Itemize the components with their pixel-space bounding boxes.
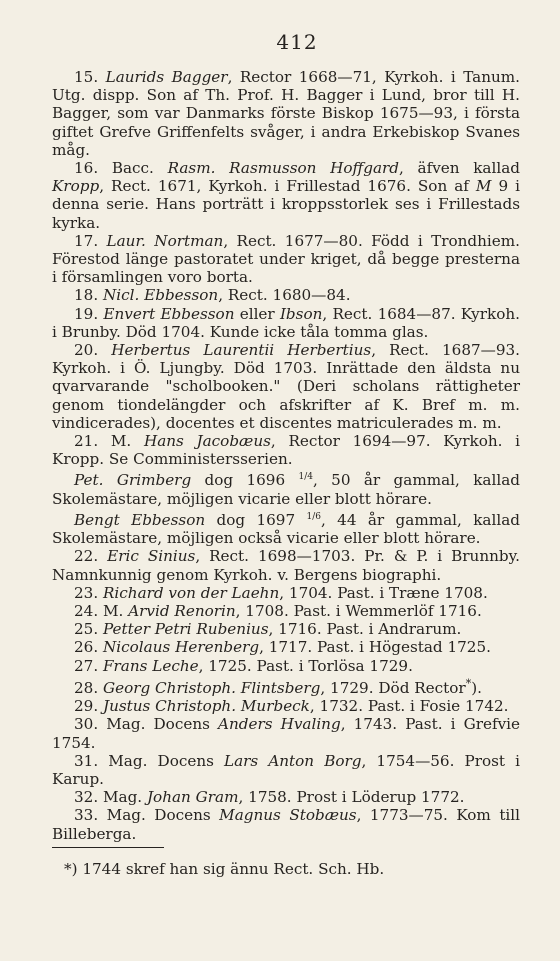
footnote-rule [52,847,164,848]
list-item: 25. Petter Petri Rubenius, 1716. Past. i Andrarum. [74,620,462,639]
list-item: 15. Laurids Bagger, Rector 1668—71, Kyrkoh. i Tanum. Utg. dispp. Son af Th. Prof. H. Bagger i Lund, bror till H. Bagger, som var Danmarks förste Biskop 1675—93, i första giftet Grefve Griffenfelts svåger, i andra Erkebiskop Svanes måg. [52,68,520,159]
page-number: 412 [276,30,318,54]
rector-list [52,68,520,843]
list-item: 17. Laur. Nortman, Rect. 1677—80. Född i Trondhiem. Förestod länge pastoratet under kriget, då begge presterna i församlingen voro borta. [52,231,520,287]
list-item: 18. Nicl. Ebbesson, Rect. 1680—84. [74,286,351,305]
list-item: 26. Nicolaus Herenberg, 1717. Past. i Högestad 1725. [74,638,491,657]
list-item: 30. Mag. Docens Anders Hvaling, 1743. Past. i Grefvie 1754. [52,715,520,752]
list-item: 16. Bacc. Rasm. Rasmusson Hoffgard, äfven kallad Kropp, Rect. 1671, Kyrkoh. i Frillestad 1676. Son af M 9 i denna serie. Hans porträtt i kroppsstorlek ses i Frillestads kyrka. [52,159,520,232]
list-item: 28. Georg Christoph. Flintsberg, 1729. Död Rector*). [74,676,482,697]
list-item: 27. Frans Leche, 1725. Past. i Torlösa 1729. [74,656,413,675]
list-item: 21. M. Hans Jacobæus, Rector 1694—97. Kyrkoh. i Kropp. Se Comministersserien. [52,432,521,469]
list-item: 22. Eric Sinius, Rect. 1698—1703. Pr. & P. i Brunnby. Namnkunnig genom Kyrkoh. v. Bergens biographi. [52,547,521,584]
footnote: *) 1744 skref han sig ännu Rect. Sch. Hb. [64,859,385,878]
list-item: 29. Justus Christoph. Murbeck, 1732. Past. i Fosie 1742. [74,697,509,716]
list-item: Pet. Grimberg dog 1696 $^{1/4}$, 50 år gammal, kallad Skolemästare, möjligen vicarie eller blott hörare. [52,471,520,508]
list-item: Bengt Ebbesson dog 1697 $^{1/6}$, 44 år gammal, kallad Skolemästare, möjligen också vicarie eller blott hörare. [52,511,520,548]
list-item: 24. M. Arvid Renorin, 1708. Past. i Wemmerlöf 1716. [74,602,482,621]
list-item: 32. Mag. Johan Gram, 1758. Prost i Löderup 1772. [74,788,465,807]
list-item: 31. Mag. Docens Lars Anton Borg, 1754—56. Prost i Karup. [52,751,520,788]
list-item: 19. Envert Ebbesson eller Ibson, Rect. 1684—87. Kyrkoh. i Brunby. Död 1704. Kunde icke tåla tomma glas. [52,304,520,341]
list-item: 23. Richard von der Laehn, 1704. Past. i Træne 1708. [74,583,488,602]
list-item: 33. Mag. Docens Magnus Stobæus, 1773—75. Kom till Billeberga. [52,806,520,843]
list-item: 20. Herbertus Laurentii Herbertius, Rect. 1687—93. Kyrkoh. i Ö. Ljungby. Död 1703. Inrättade den äldsta nu qvarvarande "scholbooken." (Deri scholans rättigheter genom tiondelängder och afskrifter af K. Bref m. m. vindicerades), docentes et discentes matriculerades m. m. [52,341,520,432]
